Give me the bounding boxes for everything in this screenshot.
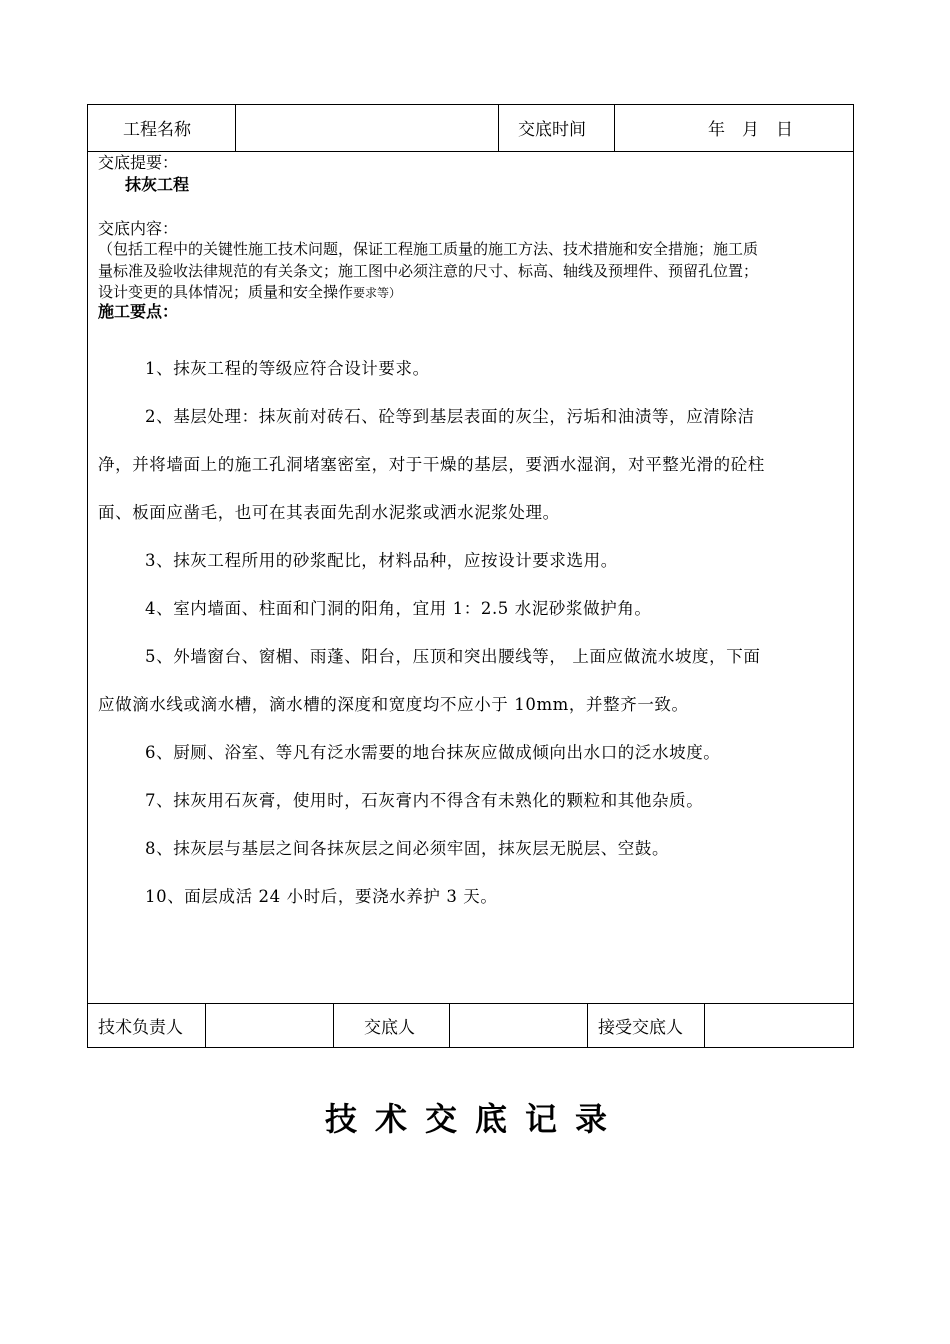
list-item: 应做滴水线或滴水槽，滴水槽的深度和宽度均不应小于 10mm，并整齐一致。 (98, 695, 689, 714)
divider (333, 1003, 334, 1048)
document-title: 技术交底记录 (324, 1100, 625, 1138)
record-table (87, 104, 854, 1048)
content-label: 交底内容： (98, 219, 179, 238)
project-name-label: 工程名称 (123, 120, 191, 140)
divider (88, 151, 853, 152)
list-item: 面、板面应凿毛，也可在其表面先刮水泥浆或洒水泥浆处理。 (98, 503, 560, 522)
list-item: 6、厨厕、浴室、等凡有泛水需要的地台抹灰应做成倾向出水口的泛水坡度。 (145, 743, 721, 762)
divider (449, 1003, 450, 1048)
divider (614, 105, 615, 151)
divider (235, 105, 236, 151)
divider (88, 1003, 853, 1004)
list-item: 10、面层成活 24 小时后，要浇水养护 3 天。 (145, 887, 498, 906)
list-item: 4、室内墙面、柱面和门洞的阳角，宜用 1：2.5 水泥砂浆做护角。 (145, 599, 652, 618)
date-field[interactable]: 年 月 日 (708, 120, 793, 140)
summary-value: 抹灰工程 (125, 175, 190, 194)
divider (704, 1003, 705, 1048)
content-note-line (98, 282, 401, 303)
content-note-line: 量标准及验收法律规范的有关条文；施工图中必须注意的尺寸、标高、轴线及预埋件、预留孔位置； (98, 262, 759, 280)
list-item: 5、外墙窗台、窗楣、雨蓬、阳台，压顶和突出腰线等， 上面应做流水坡度，下面 (145, 647, 761, 666)
tech-lead-label: 技术负责人 (98, 1018, 183, 1038)
presenter-label: 交底人 (364, 1018, 415, 1038)
divider (205, 1003, 206, 1048)
summary-label: 交底提要： (98, 153, 179, 172)
list-item: 1、抹灰工程的等级应符合设计要求。 (145, 359, 430, 378)
list-item: 净，并将墙面上的施工孔洞堵塞密室，对于干燥的基层，要洒水湿润，对平整光滑的砼柱 (98, 455, 765, 474)
content-note-small: 要求等） (353, 286, 402, 300)
key-points-label: 施工要点： (98, 302, 179, 321)
content-note-main: 设计变更的具体情况；质量和安全操作 (98, 283, 354, 301)
divider (498, 105, 499, 151)
list-item: 3、抹灰工程所用的砂浆配比，材料品种，应按设计要求选用。 (145, 551, 618, 570)
date-label: 交底时间 (518, 120, 586, 140)
list-item: 2、基层处理：抹灰前对砖石、砼等到基层表面的灰尘，污垢和油渍等，应清除洁 (145, 407, 755, 426)
list-item: 7、抹灰用石灰膏，使用时，石灰膏内不得含有未熟化的颗粒和其他杂质。 (145, 791, 704, 810)
content-note-line: （包括工程中的关键性施工技术问题，保证工程施工质量的施工方法、技术措施和安全措施；施工质 (98, 240, 759, 258)
divider (587, 1003, 588, 1048)
receiver-label: 接受交底人 (598, 1018, 683, 1038)
list-item: 8、抹灰层与基层之间各抹灰层之间必须牢固，抹灰层无脱层、空鼓。 (145, 839, 670, 858)
